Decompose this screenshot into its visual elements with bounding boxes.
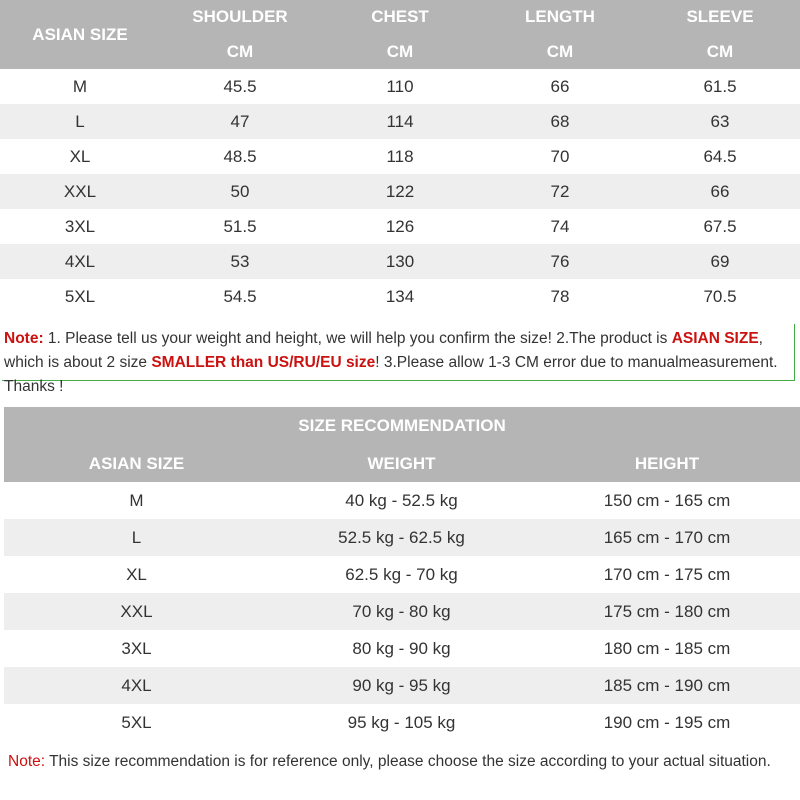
- table-row: [4, 482, 800, 519]
- cell-size: XL: [69, 146, 91, 166]
- table-row: [4, 630, 800, 667]
- cell-size: M: [129, 490, 144, 510]
- note-text: 1. Please tell us your weight and height, we will help you confirm the size! 2.The product is: [43, 330, 672, 347]
- note-label: Note:: [4, 330, 44, 347]
- cell-sleeve: 61.5: [703, 76, 737, 96]
- cell-size: XXL: [0, 174, 160, 209]
- header-unit-shoulder: CM: [160, 34, 320, 69]
- cell-chest: 134: [385, 286, 415, 306]
- cell-length: 76: [480, 244, 640, 279]
- cell-length: 66: [550, 76, 570, 96]
- cell-length: 70: [550, 146, 570, 166]
- header-length: LENGTH: [480, 0, 640, 34]
- cell-weight: 40 kg - 52.5 kg: [345, 490, 458, 510]
- cell-height: 170 cm - 175 cm: [603, 564, 731, 584]
- cell-length: 78: [550, 286, 570, 306]
- table-row: [0, 139, 800, 174]
- cell-sleeve: 70.5: [703, 286, 737, 306]
- cell-height: 185 cm - 190 cm: [534, 667, 800, 704]
- header-unit-chest: CM: [320, 34, 480, 69]
- cell-length: 72: [480, 174, 640, 209]
- cell-sleeve: 69: [640, 244, 800, 279]
- cell-height: 180 cm - 185 cm: [603, 638, 731, 658]
- cell-sleeve: 67.5: [703, 216, 737, 236]
- size-recommendation-table: [4, 407, 800, 741]
- table-row: [0, 104, 800, 139]
- cell-size: 4XL: [0, 244, 160, 279]
- cell-size: 3XL: [121, 638, 152, 658]
- cell-length: 74: [550, 216, 570, 236]
- cell-shoulder: 47: [160, 104, 320, 139]
- cell-size: 4XL: [4, 667, 269, 704]
- cell-length: 68: [480, 104, 640, 139]
- table-row: [0, 174, 800, 209]
- cell-chest: 130: [320, 244, 480, 279]
- header-height: HEIGHT: [534, 445, 800, 482]
- cell-sleeve: 63: [640, 104, 800, 139]
- recommendation-title: SIZE RECOMMENDATION: [4, 407, 800, 445]
- header-asian-size: ASIAN SIZE: [4, 445, 269, 482]
- table-row: [0, 244, 800, 279]
- cell-weight: 62.5 kg - 70 kg: [345, 564, 458, 584]
- cell-chest: 110: [386, 76, 414, 96]
- cell-shoulder: 48.5: [223, 146, 257, 166]
- cell-size: XL: [126, 564, 147, 584]
- cell-chest: 118: [386, 146, 414, 166]
- cell-size: L: [4, 519, 269, 556]
- table-row: [4, 704, 800, 741]
- note-highlight-asian-size: ASIAN SIZE: [671, 330, 759, 347]
- cell-chest: 114: [320, 104, 480, 139]
- note-label: Note:: [8, 753, 46, 770]
- table-row: [0, 279, 800, 314]
- cell-size: XXL: [4, 593, 269, 630]
- cell-weight: 80 kg - 90 kg: [352, 638, 451, 658]
- cell-weight: 95 kg - 105 kg: [347, 712, 456, 732]
- header-weight: WEIGHT: [269, 445, 534, 482]
- header-shoulder: SHOULDER: [160, 0, 320, 34]
- cell-height: 175 cm - 180 cm: [534, 593, 800, 630]
- cell-size: 5XL: [64, 286, 96, 306]
- cell-shoulder: 54.5: [223, 286, 257, 306]
- cell-size: 3XL: [64, 216, 96, 236]
- cell-size: 5XL: [121, 712, 152, 732]
- cell-chest: 126: [385, 216, 415, 236]
- table-row: [0, 69, 800, 104]
- header-unit-length: CM: [480, 34, 640, 69]
- cell-sleeve: 66: [640, 174, 800, 209]
- cell-sleeve: 64.5: [703, 146, 737, 166]
- header-chest: CHEST: [320, 0, 480, 34]
- table-row: [4, 593, 800, 630]
- table-row: [0, 209, 800, 244]
- cell-weight: 70 kg - 80 kg: [269, 593, 534, 630]
- cell-shoulder: 53: [160, 244, 320, 279]
- recommendation-note: [8, 750, 788, 774]
- cell-size: M: [72, 76, 88, 96]
- cell-weight: 90 kg - 95 kg: [269, 667, 534, 704]
- note-text: This size recommendation is for reference only, please choose the size according to your actual situation.: [45, 753, 771, 770]
- header-sleeve: SLEEVE: [640, 0, 800, 34]
- cell-height: 165 cm - 170 cm: [534, 519, 800, 556]
- note-text: , which is about 2 size: [4, 330, 763, 371]
- header-asian-size: ASIAN SIZE: [0, 0, 160, 69]
- cell-height: 190 cm - 195 cm: [603, 712, 731, 732]
- cell-height: 150 cm - 165 cm: [603, 490, 731, 510]
- cell-size: L: [0, 104, 160, 139]
- cell-shoulder: 50: [160, 174, 320, 209]
- table-row: [4, 519, 800, 556]
- size-note: [2, 324, 795, 395]
- size-chart-table: [0, 0, 800, 314]
- header-unit-sleeve: CM: [640, 34, 800, 69]
- cell-shoulder: 45.5: [223, 76, 257, 96]
- note-highlight-smaller: SMALLER than US/RU/EU size: [151, 354, 376, 371]
- cell-shoulder: 51.5: [223, 216, 257, 236]
- cell-weight: 52.5 kg - 62.5 kg: [269, 519, 534, 556]
- cell-chest: 122: [320, 174, 480, 209]
- table-row: [4, 667, 800, 704]
- note-text: ! 3.Please allow 1-3 CM error due to manualmeasurement. Thanks !: [4, 354, 778, 395]
- table-row: [4, 556, 800, 593]
